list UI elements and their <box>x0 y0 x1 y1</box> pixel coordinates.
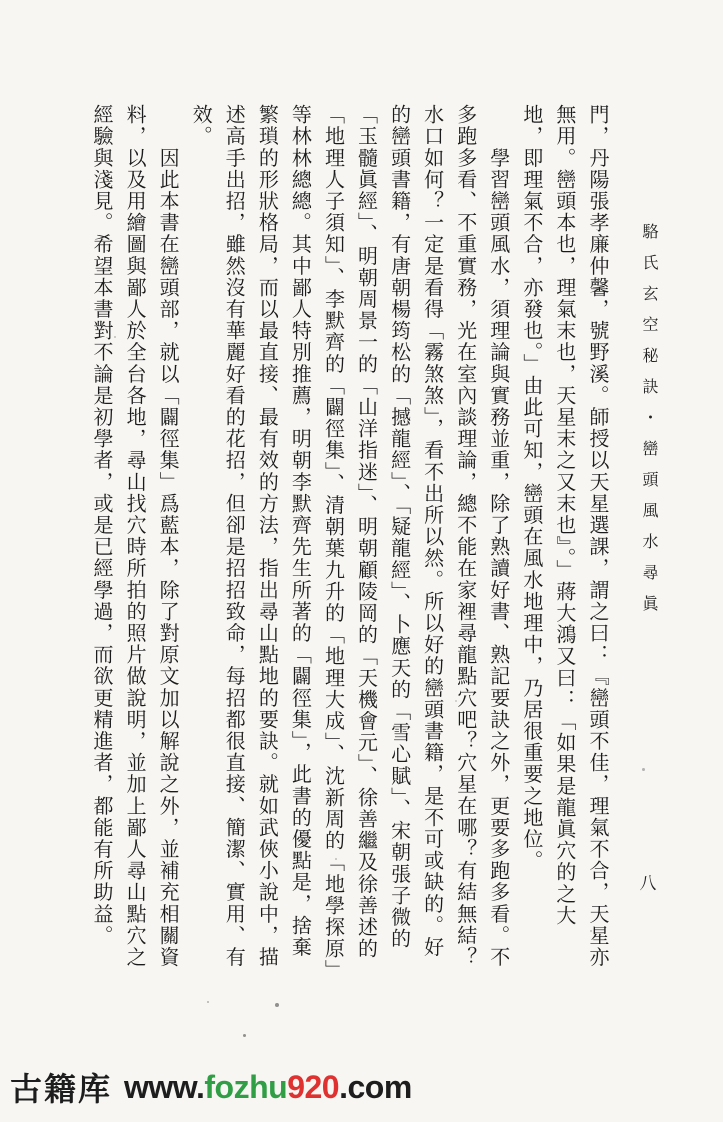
scan-noise-dot <box>207 1001 209 1003</box>
watermark-url-green-segment: fozhu <box>204 1068 288 1105</box>
scan-noise-dot <box>243 1034 246 1037</box>
watermark <box>10 1062 412 1112</box>
text-column: 述高手出招，雖然沒有華麗好看的花招，但卻是招招致命，每招都很直接、簡潔、實用、有 <box>222 104 245 968</box>
text-column: 經驗與淺見。希望本書對不論是初學者，或是已經學過，而欲更精進者，都能有所助益。 <box>90 104 112 947</box>
text-column: 水口如何？一定是看得「霧煞煞」，看不出所以然。所以好的巒頭書籍，是不可或缺的。好 <box>420 104 443 958</box>
scan-noise-dot <box>590 930 592 932</box>
page-number: 八 <box>639 874 657 893</box>
text-column: 繁瑣的形狀格局，而以最直接、最有效的方法，指出尋山點地的要訣。就如武俠小說中，描 <box>255 104 278 968</box>
watermark-url-prefix: www. <box>124 1068 205 1105</box>
text-column: 料，以及用繪圖與鄙人於全台各地，尋山找穴時所拍的照片做說明，並加上鄙人尋山點穴之 <box>123 104 146 968</box>
text-column: 效。 <box>189 104 212 148</box>
watermark-site-name: 古籍库 <box>10 1071 113 1107</box>
watermark-url-red-segment: 920 <box>287 1068 340 1105</box>
text-column: 「玉髓眞經」、明朝周景一的「山洋指迷」、明朝顧陵岡的「天機會元」、徐善繼及徐善述的 <box>354 104 377 960</box>
text-column: 無用。巒頭本也，理氣末也，天星末之又末也』。」蔣大鴻又曰：「如果是龍眞穴的之大 <box>552 104 575 927</box>
text-block <box>84 104 613 984</box>
scan-noise-dot <box>335 858 337 860</box>
watermark-url <box>124 1069 412 1106</box>
text-column: 「地理人子須知」、李默齊的「闢徑集」、清朝葉九升的「地理大成」、沈新周的「地學探原」 <box>321 104 344 982</box>
text-column: 多跑多看、不重實務，光在室內談理論，總不能在家裡尋龍點穴吧？穴星在哪？有結無結？ <box>453 104 476 968</box>
text-column: 學習巒頭風水，須理論與實務並重，除了熟讀好書、熟記要訣之外，更要多跑多看。不 <box>486 104 509 968</box>
scan-noise-dot <box>642 768 645 771</box>
scan-noise-dot <box>455 700 457 702</box>
scan-noise-dot <box>114 336 116 338</box>
text-column: 門，丹陽張孝廉仲馨，號野溪。師授以天星選課，謂之曰：『巒頭不佳，理氣不合，天星亦 <box>585 104 608 968</box>
text-column: 的巒頭書籍，有唐朝楊筠松的「撼龍經」、「疑龍經」、卜應天的「雪心賦」、宋朝張子微的 <box>387 104 410 950</box>
text-column: 地，即理氣不合，亦發也。」由此可知，巒頭在風水地理中，乃居很重要之地位。 <box>519 104 542 872</box>
book-title: 駱氏玄空秘訣・巒頭風水尋眞 <box>640 223 657 626</box>
watermark-url-suffix: .com <box>339 1068 412 1105</box>
text-column: 等林林總總。其中鄙人特別推薦，明朝李默齊先生所著的「闢徑集」，此書的優點是，捨棄 <box>288 104 311 958</box>
text-column: 因此本書在巒頭部，就以「闢徑集」爲藍本，除了對原文加以解說之外，並補充相關資 <box>156 104 179 968</box>
scan-noise-dot <box>275 1003 279 1007</box>
